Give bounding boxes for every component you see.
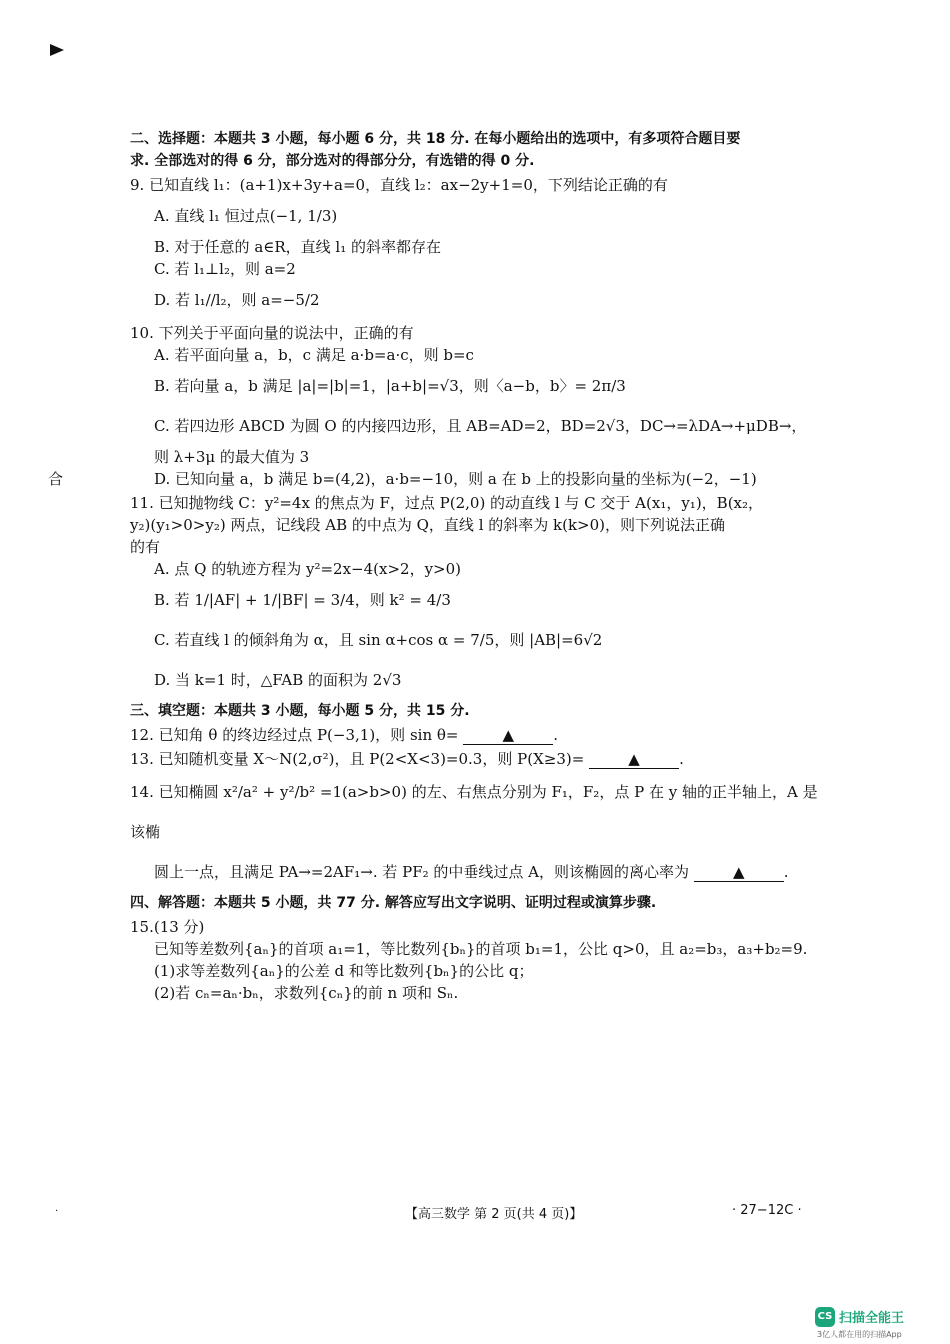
- footer-code: · 27−12C ·: [732, 1203, 802, 1218]
- q12-answer-blank[interactable]: [463, 726, 553, 745]
- footer-page-info: 【高三数学 第 2 页(共 4 页)】: [405, 1207, 583, 1222]
- q9-option-b: B. 对于任意的 a∈R，直线 l₁ 的斜率都存在: [154, 238, 442, 256]
- q13: [130, 748, 830, 770]
- q11-option-c: C. 若直线 l 的倾斜角为 α，且 sin α+cos α = 7/5，则 |AB|=6√2: [154, 631, 603, 649]
- q15-title: 15.(13 分): [130, 918, 205, 936]
- q13-answer-blank[interactable]: [589, 750, 679, 769]
- q13-tail: .: [679, 750, 684, 768]
- binding-margin-char: 合: [48, 470, 64, 488]
- q10-stem: 10. 下列关于平面向量的说法中，正确的有: [130, 324, 414, 342]
- section2-heading-line2: 求. 全部选对的得 6 分，部分选对的得部分分，有选错的得 0 分.: [130, 153, 535, 169]
- q15-part2: (2)若 cₙ=aₙ·bₙ，求数列{cₙ}的前 n 项和 Sₙ.: [154, 984, 459, 1002]
- brand-name: 扫描全能王: [839, 1311, 905, 1326]
- q14-line2-text: 圆上一点，且满足 PA→=2AF₁→. 若 PF₂ 的中垂线过点 A，则该椭圆的离心率为: [154, 863, 690, 881]
- q14-line2: [154, 852, 830, 892]
- q14-answer-blank[interactable]: [694, 863, 784, 882]
- q11-stem-line2: y₂)(y₁>0>y₂) 两点，记线段 AB 的中点为 Q，直线 l 的斜率为 k(k>0)，则下列说法正确: [130, 516, 726, 534]
- q10-option-d: D. 已知向量 a，b 满足 b=(4,2)，a·b=−10，则 a 在 b 上的投影向量的坐标为(−2，−1): [154, 470, 757, 488]
- q9-option-a: A. 直线 l₁ 恒过点(−1, 1/3): [154, 207, 338, 225]
- q14-line1: 14. 已知椭圆 x²/a² + y²/b² =1(a>b>0) 的左、右焦点分别为 F₁，F₂，点 P 在 y 轴的正半轴上，A 是该椭: [130, 783, 818, 841]
- q9-option-d: D. 若 l₁//l₂，则 a=−5/2: [154, 291, 320, 309]
- q13-text: 13. 已知随机变量 X～N(2,σ²)，且 P(2<X<3)=0.3，则 P(X≥3)=: [130, 750, 585, 768]
- q11-stem-line1: 11. 已知抛物线 C：y²=4x 的焦点为 F，过点 P(2,0) 的动直线 l 与 C 交于 A(x₁，y₁)，B(x₂，: [130, 494, 764, 512]
- section4-heading: 四、解答题：本题共 5 小题，共 77 分. 解答应写出文字说明、证明过程或演算步骤.: [130, 895, 657, 911]
- q10-option-b: B. 若向量 a，b 满足 |a|=|b|=1，|a+b|=√3，则〈a−b，b〉= 2π/3: [154, 377, 626, 395]
- q14-tail: .: [783, 863, 789, 881]
- exam-content: [130, 128, 830, 1004]
- footer-dot: ·: [55, 1206, 59, 1217]
- q9-option-c: C. 若 l₁⊥l₂，则 a=2: [154, 260, 296, 278]
- triangle-icon: ▲: [733, 863, 745, 881]
- camscanner-logo-icon: CS: [815, 1307, 835, 1327]
- corner-arrow-icon: [50, 44, 64, 56]
- q15-part1: (1)求等差数列{aₙ}的公差 d 和等比数列{bₙ}的公比 q；: [154, 962, 534, 980]
- section2-heading-line1: 二、选择题：本题共 3 小题，每小题 6 分，共 18 分. 在每小题给出的选项中，有多项符合题目要: [130, 131, 741, 147]
- triangle-icon: ▲: [628, 750, 640, 768]
- triangle-icon: ▲: [502, 726, 515, 744]
- q12: [130, 724, 830, 746]
- section3-heading: 三、填空题：本题共 3 小题，每小题 5 分，共 15 分.: [130, 703, 470, 719]
- q11-option-b: B. 若 1/|AF| + 1/|BF| = 3/4，则 k² = 4/3: [154, 591, 451, 609]
- q11-option-a: A. 点 Q 的轨迹方程为 y²=2x−4(x>2，y>0): [154, 560, 462, 578]
- scanner-watermark: [815, 1305, 935, 1339]
- q10-option-a: A. 若平面向量 a，b，c 满足 a·b=a·c，则 b=c: [154, 346, 474, 364]
- q12-text: 12. 已知角 θ 的终边经过点 P(−3,1)，则 sin θ=: [130, 726, 459, 744]
- q10-option-c-line2: 则 λ+3μ 的最大值为 3: [154, 448, 310, 466]
- q15-stem: 已知等差数列{aₙ}的首项 a₁=1，等比数列{bₙ}的首项 b₁=1，公比 q>0，且 a₂=b₃，a₃+b₂=9.: [154, 940, 808, 958]
- q11-stem-line3: 的有: [130, 538, 161, 556]
- q10-option-c-line1: C. 若四边形 ABCD 为圆 O 的内接四边形，且 AB=AD=2，BD=2√3，DC→=λDA→+μDB→，: [154, 417, 807, 435]
- q9-stem: 9. 已知直线 l₁：(a+1)x+3y+a=0，直线 l₂：ax−2y+1=0，下列结论正确的有: [130, 176, 668, 194]
- brand-tagline: 3亿人都在用的扫描App: [817, 1330, 902, 1339]
- q11-option-d: D. 当 k=1 时，△FAB 的面积为 2√3: [154, 671, 402, 689]
- q12-tail: .: [553, 726, 559, 744]
